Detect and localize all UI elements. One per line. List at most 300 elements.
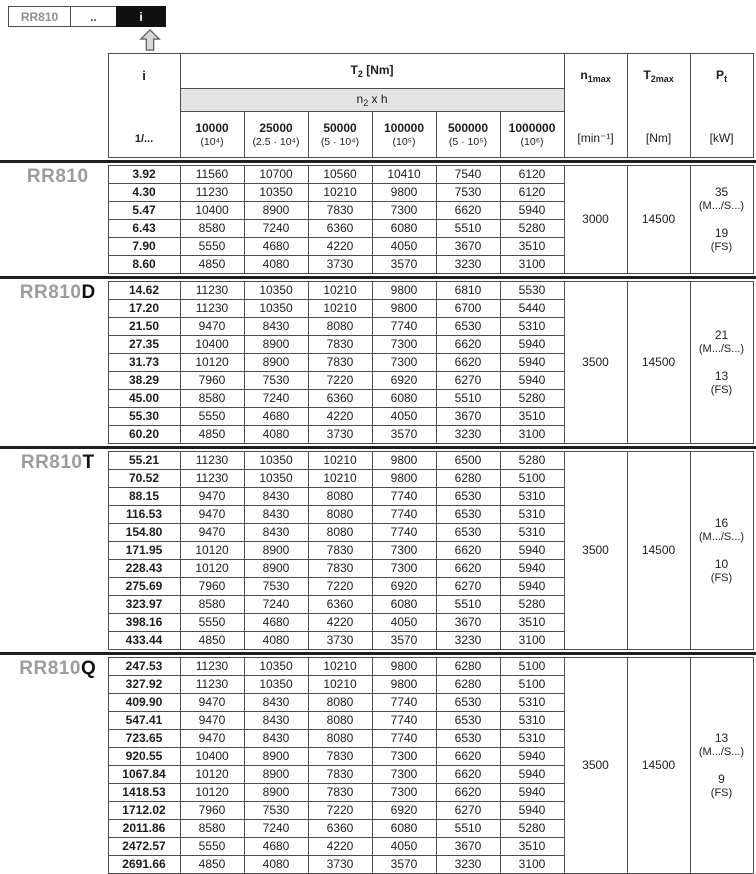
ratio-cell: 323.97	[108, 596, 180, 614]
torque-cell: 9800	[372, 452, 436, 470]
torque-cell: 7240	[244, 390, 308, 408]
torque-cell: 9800	[372, 658, 436, 676]
pt-value: 35 (M.../S...) 19 (FS)	[690, 166, 753, 274]
torque-cell: 10400	[180, 336, 244, 354]
ratio-cell: 116.53	[108, 506, 180, 524]
torque-cell: 3510	[500, 408, 564, 426]
torque-cell: 3570	[372, 632, 436, 650]
torque-cell: 5510	[436, 220, 500, 238]
torque-cell: 4080	[244, 856, 308, 874]
torque-cell: 5940	[500, 354, 564, 372]
torque-cell: 9470	[180, 488, 244, 506]
torque-cell: 7830	[308, 560, 372, 578]
torque-cell: 7830	[308, 202, 372, 220]
ratio-cell: 275.69	[108, 578, 180, 596]
torque-cell: 6620	[436, 748, 500, 766]
torque-cell: 8900	[244, 766, 308, 784]
torque-cell: 5550	[180, 614, 244, 632]
torque-cell: 5310	[500, 730, 564, 748]
section-table-rr810t	[8, 451, 754, 650]
torque-cell: 6080	[372, 390, 436, 408]
torque-cell: 6700	[436, 300, 500, 318]
torque-cell: 6530	[436, 712, 500, 730]
torque-cell: 6620	[436, 560, 500, 578]
torque-cell: 6810	[436, 282, 500, 300]
torque-cell: 3100	[500, 426, 564, 444]
n1max-value: 3500	[564, 452, 627, 650]
torque-cell: 5550	[180, 838, 244, 856]
torque-cell: 5280	[500, 390, 564, 408]
torque-cell: 8080	[308, 506, 372, 524]
torque-cell: 5510	[436, 596, 500, 614]
ratio-unit: 1/...	[134, 133, 154, 145]
torque-cell: 3570	[372, 256, 436, 274]
torque-cell: 8430	[244, 712, 308, 730]
torque-cell: 10210	[308, 470, 372, 488]
torque-cell: 6080	[372, 220, 436, 238]
t2max-column-header: $T_{2max}$ [Nm]	[627, 54, 690, 158]
ratio-cell: 60.20	[108, 426, 180, 444]
torque-cell: 8900	[244, 336, 308, 354]
torque-cell: 6530	[436, 488, 500, 506]
torque-cell: 3730	[308, 856, 372, 874]
torque-cell: 10210	[308, 300, 372, 318]
torque-cell: 3100	[500, 256, 564, 274]
torque-cell: 5280	[500, 452, 564, 470]
t2-column-group-header: $T_2$ [Nm]	[180, 54, 564, 89]
torque-cell: 7540	[436, 166, 500, 184]
torque-cell: 10400	[180, 202, 244, 220]
torque-cell: 6360	[308, 820, 372, 838]
torque-cell: 6120	[500, 184, 564, 202]
section-label-rr810d	[8, 282, 108, 444]
model-suffix: T	[82, 451, 95, 473]
ratio-cell: 433.44	[108, 632, 180, 650]
t2max-value: 14500	[627, 452, 690, 650]
torque-cell: 8900	[244, 784, 308, 802]
torque-cell: 7220	[308, 802, 372, 820]
cycle-column-header-25000: 25000 (2.5 · 10⁴)	[244, 111, 308, 157]
torque-cell: 6280	[436, 470, 500, 488]
torque-cell: 10350	[244, 300, 308, 318]
ratio-column-header	[108, 54, 180, 158]
model-prefix: RR810	[20, 451, 83, 473]
torque-cell: 9470	[180, 506, 244, 524]
model-prefix: RR810	[19, 657, 81, 679]
section-divider	[0, 446, 756, 449]
ratio-cell: 409.90	[108, 694, 180, 712]
ratio-cell: 1712.02	[108, 802, 180, 820]
table-row	[8, 658, 753, 676]
ratio-cell: 55.21	[108, 452, 180, 470]
model-prefix: RR810	[19, 281, 82, 303]
ratio-cell: 2691.66	[108, 856, 180, 874]
torque-cell: 5940	[500, 202, 564, 220]
n2xh-subheader: $n_2$ x h	[180, 88, 564, 111]
torque-cell: 3570	[372, 856, 436, 874]
torque-cell: 4850	[180, 256, 244, 274]
ratio-cell: 21.50	[108, 318, 180, 336]
model-prefix: RR810	[26, 165, 89, 187]
torque-cell: 5280	[500, 220, 564, 238]
torque-cell: 5310	[500, 506, 564, 524]
torque-cell: 5310	[500, 524, 564, 542]
torque-cell: 7220	[308, 372, 372, 390]
torque-cell: 10560	[308, 166, 372, 184]
torque-cell: 8430	[244, 694, 308, 712]
table-row	[8, 282, 753, 300]
torque-cell: 3670	[436, 238, 500, 256]
torque-cell: 10350	[244, 470, 308, 488]
torque-cell: 6620	[436, 354, 500, 372]
torque-cell: 11230	[180, 300, 244, 318]
torque-cell: 3510	[500, 614, 564, 632]
torque-cell: 5310	[500, 712, 564, 730]
table-row	[8, 166, 753, 184]
torque-cell: 7300	[372, 560, 436, 578]
torque-cell: 8900	[244, 542, 308, 560]
torque-cell: 5280	[500, 596, 564, 614]
tab-i-active[interactable]: i	[116, 6, 166, 27]
section-divider	[0, 160, 756, 163]
n1max-value: 3500	[564, 282, 627, 444]
torque-cell: 7240	[244, 596, 308, 614]
torque-cell: 3730	[308, 632, 372, 650]
torque-cell: 9800	[372, 470, 436, 488]
torque-cell: 5510	[436, 820, 500, 838]
torque-cell: 8080	[308, 488, 372, 506]
torque-cell: 4680	[244, 838, 308, 856]
torque-cell: 4850	[180, 632, 244, 650]
torque-cell: 5100	[500, 676, 564, 694]
torque-cell: 5280	[500, 820, 564, 838]
torque-cell: 10210	[308, 658, 372, 676]
torque-cell: 6270	[436, 802, 500, 820]
torque-cell: 4680	[244, 614, 308, 632]
torque-cell: 7300	[372, 354, 436, 372]
torque-cell: 10400	[180, 748, 244, 766]
torque-cell: 6530	[436, 730, 500, 748]
torque-cell: 6080	[372, 596, 436, 614]
ratio-cell: 38.29	[108, 372, 180, 390]
torque-cell: 5940	[500, 372, 564, 390]
torque-cell: 7740	[372, 506, 436, 524]
torque-cell: 5940	[500, 748, 564, 766]
torque-cell: 5940	[500, 766, 564, 784]
torque-cell: 3100	[500, 632, 564, 650]
torque-cell: 6360	[308, 390, 372, 408]
torque-cell: 8430	[244, 318, 308, 336]
pt-value: 21 (M.../S...) 13 (FS)	[690, 282, 753, 444]
torque-cell: 7830	[308, 784, 372, 802]
torque-cell: 10700	[244, 166, 308, 184]
torque-cell: 4050	[372, 614, 436, 632]
ratio-cell: 45.00	[108, 390, 180, 408]
torque-cell: 7220	[308, 578, 372, 596]
cycle-column-header-50000: 50000 (5 · 10⁴)	[308, 111, 372, 157]
torque-cell: 8080	[308, 694, 372, 712]
torque-cell: 8580	[180, 596, 244, 614]
torque-cell: 7530	[244, 802, 308, 820]
section-table-rr810d	[8, 281, 754, 444]
torque-cell: 9470	[180, 694, 244, 712]
torque-cell: 5550	[180, 408, 244, 426]
torque-cell: 10350	[244, 658, 308, 676]
ratio-cell: 17.20	[108, 300, 180, 318]
section-divider	[0, 652, 756, 655]
torque-cell: 5550	[180, 238, 244, 256]
section-table-rr810	[8, 165, 754, 274]
torque-cell: 4050	[372, 238, 436, 256]
torque-cell: 4050	[372, 408, 436, 426]
n1max-value: 3500	[564, 658, 627, 874]
torque-cell: 10120	[180, 784, 244, 802]
torque-cell: 10410	[372, 166, 436, 184]
torque-cell: 10350	[244, 282, 308, 300]
torque-cell: 4220	[308, 408, 372, 426]
torque-cell: 8430	[244, 488, 308, 506]
torque-cell: 5510	[436, 390, 500, 408]
torque-cell: 3670	[436, 838, 500, 856]
torque-cell: 3510	[500, 838, 564, 856]
torque-cell: 7830	[308, 748, 372, 766]
torque-cell: 8580	[180, 220, 244, 238]
torque-cell: 10210	[308, 184, 372, 202]
cycle-column-header-10000: 10000 (10⁴)	[180, 111, 244, 157]
torque-cell: 8900	[244, 560, 308, 578]
torque-cell: 5100	[500, 658, 564, 676]
torque-cell: 8430	[244, 730, 308, 748]
ratings-table-header	[8, 53, 754, 158]
ratio-cell: 171.95	[108, 542, 180, 560]
torque-cell: 7740	[372, 730, 436, 748]
torque-cell: 6620	[436, 766, 500, 784]
n1max-value: 3000	[564, 166, 627, 274]
torque-cell: 6120	[500, 166, 564, 184]
torque-cell: 7300	[372, 748, 436, 766]
torque-cell: 10120	[180, 766, 244, 784]
torque-cell: 4080	[244, 426, 308, 444]
ratio-cell: 2472.57	[108, 838, 180, 856]
torque-cell: 4220	[308, 838, 372, 856]
torque-cell: 9800	[372, 676, 436, 694]
model-suffix: Q	[80, 657, 97, 679]
torque-cell: 3570	[372, 426, 436, 444]
ratio-cell: 55.30	[108, 408, 180, 426]
ratio-cell: 8.60	[108, 256, 180, 274]
torque-cell: 3670	[436, 408, 500, 426]
torque-cell: 8080	[308, 730, 372, 748]
up-arrow-icon	[139, 29, 753, 53]
torque-cell: 8900	[244, 202, 308, 220]
torque-cell: 6620	[436, 542, 500, 560]
torque-cell: 3670	[436, 614, 500, 632]
torque-cell: 8080	[308, 712, 372, 730]
ratio-cell: 3.92	[108, 166, 180, 184]
pt-value: 13 (M.../S...) 9 (FS)	[690, 658, 753, 874]
torque-cell: 5940	[500, 802, 564, 820]
section-label-rr810	[8, 166, 108, 274]
torque-cell: 7960	[180, 578, 244, 596]
torque-cell: 9800	[372, 282, 436, 300]
torque-cell: 4680	[244, 238, 308, 256]
torque-cell: 7530	[244, 372, 308, 390]
torque-cell: 6530	[436, 524, 500, 542]
torque-cell: 7740	[372, 524, 436, 542]
n1max-column-header: $n_{1max}$ [min⁻¹]	[564, 54, 627, 158]
ratio-cell: 6.43	[108, 220, 180, 238]
torque-cell: 6620	[436, 336, 500, 354]
torque-cell: 7240	[244, 820, 308, 838]
torque-cell: 5530	[500, 282, 564, 300]
ratio-cell: 14.62	[108, 282, 180, 300]
torque-cell: 10120	[180, 560, 244, 578]
section-divider	[0, 276, 756, 279]
torque-cell: 10350	[244, 676, 308, 694]
torque-cell: 6530	[436, 694, 500, 712]
torque-cell: 11230	[180, 676, 244, 694]
torque-cell: 3730	[308, 256, 372, 274]
section-table-rr810q	[8, 657, 754, 874]
torque-cell: 3230	[436, 856, 500, 874]
torque-cell: 7530	[436, 184, 500, 202]
ratio-cell: 27.35	[108, 336, 180, 354]
torque-cell: 11230	[180, 658, 244, 676]
torque-cell: 4080	[244, 632, 308, 650]
torque-cell: 5940	[500, 542, 564, 560]
pt-value: 16 (M.../S...) 10 (FS)	[690, 452, 753, 650]
torque-cell: 7300	[372, 202, 436, 220]
torque-cell: 11230	[180, 470, 244, 488]
torque-cell: 8080	[308, 318, 372, 336]
torque-cell: 6360	[308, 220, 372, 238]
ratio-cell: 327.92	[108, 676, 180, 694]
torque-cell: 5940	[500, 578, 564, 596]
torque-cell: 6530	[436, 506, 500, 524]
torque-cell: 4850	[180, 856, 244, 874]
ratio-cell: 1418.53	[108, 784, 180, 802]
torque-cell: 9470	[180, 524, 244, 542]
torque-cell: 5310	[500, 694, 564, 712]
torque-cell: 6920	[372, 802, 436, 820]
torque-cell: 4080	[244, 256, 308, 274]
torque-cell: 4850	[180, 426, 244, 444]
torque-cell: 6280	[436, 676, 500, 694]
cycle-column-header-1000000: 1000000 (10⁶)	[500, 111, 564, 157]
torque-cell: 4050	[372, 838, 436, 856]
ratio-cell: 920.55	[108, 748, 180, 766]
torque-cell: 11230	[180, 184, 244, 202]
torque-cell: 8900	[244, 748, 308, 766]
ratio-cell: 723.65	[108, 730, 180, 748]
torque-cell: 6280	[436, 658, 500, 676]
pt-column-header: $P_t$ [kW]	[690, 54, 753, 158]
torque-cell: 3230	[436, 632, 500, 650]
torque-cell: 5310	[500, 318, 564, 336]
torque-cell: 7300	[372, 784, 436, 802]
header-spacer	[8, 54, 108, 158]
ratio-cell: 398.16	[108, 614, 180, 632]
tab-bar	[8, 6, 753, 27]
torque-cell: 10120	[180, 354, 244, 372]
torque-cell: 7740	[372, 318, 436, 336]
ratio-cell: 5.47	[108, 202, 180, 220]
torque-cell: 7300	[372, 336, 436, 354]
torque-cell: 9470	[180, 730, 244, 748]
torque-cell: 9800	[372, 300, 436, 318]
torque-cell: 11560	[180, 166, 244, 184]
torque-cell: 6530	[436, 318, 500, 336]
torque-cell: 3230	[436, 256, 500, 274]
torque-cell: 7740	[372, 694, 436, 712]
torque-cell: 7830	[308, 766, 372, 784]
ratio-cell: 1067.84	[108, 766, 180, 784]
torque-cell: 10350	[244, 184, 308, 202]
torque-cell: 7530	[244, 578, 308, 596]
torque-cell: 7960	[180, 372, 244, 390]
torque-cell: 8430	[244, 506, 308, 524]
torque-cell: 10350	[244, 452, 308, 470]
torque-cell: 3100	[500, 856, 564, 874]
torque-cell: 7740	[372, 488, 436, 506]
t2max-value: 14500	[627, 282, 690, 444]
ratio-cell: 228.43	[108, 560, 180, 578]
torque-cell: 10210	[308, 282, 372, 300]
torque-cell: 9470	[180, 318, 244, 336]
torque-cell: 7830	[308, 336, 372, 354]
torque-cell: 10210	[308, 452, 372, 470]
torque-cell: 6920	[372, 372, 436, 390]
section-label-rr810q	[8, 658, 108, 874]
torque-cell: 4680	[244, 408, 308, 426]
torque-cell: 10120	[180, 542, 244, 560]
ratio-cell: 70.52	[108, 470, 180, 488]
torque-cell: 5440	[500, 300, 564, 318]
torque-cell: 7300	[372, 542, 436, 560]
torque-cell: 7240	[244, 220, 308, 238]
tab-rr810[interactable]: RR810	[8, 6, 71, 27]
torque-cell: 6270	[436, 578, 500, 596]
torque-cell: 11230	[180, 452, 244, 470]
torque-cell: 8080	[308, 524, 372, 542]
torque-cell: 9800	[372, 184, 436, 202]
torque-cell: 4220	[308, 614, 372, 632]
ratio-cell: 88.15	[108, 488, 180, 506]
table-row	[8, 452, 753, 470]
torque-cell: 6620	[436, 202, 500, 220]
torque-cell: 6920	[372, 578, 436, 596]
model-suffix: D	[81, 281, 96, 303]
torque-cell: 6360	[308, 596, 372, 614]
torque-cell: 7960	[180, 802, 244, 820]
t2max-value: 14500	[627, 658, 690, 874]
torque-cell: 4220	[308, 238, 372, 256]
torque-cell: 3510	[500, 238, 564, 256]
torque-cell: 7830	[308, 354, 372, 372]
ratio-cell: 154.80	[108, 524, 180, 542]
torque-cell: 6620	[436, 784, 500, 802]
torque-cell: 5940	[500, 336, 564, 354]
torque-cell: 3730	[308, 426, 372, 444]
torque-cell: 6500	[436, 452, 500, 470]
ratio-cell: 2011.86	[108, 820, 180, 838]
torque-cell: 11230	[180, 282, 244, 300]
torque-cell: 8900	[244, 354, 308, 372]
torque-cell: 3230	[436, 426, 500, 444]
ratio-cell: 247.53	[108, 658, 180, 676]
ratio-symbol: i	[142, 68, 146, 83]
tab-dots[interactable]: ..	[70, 6, 117, 27]
